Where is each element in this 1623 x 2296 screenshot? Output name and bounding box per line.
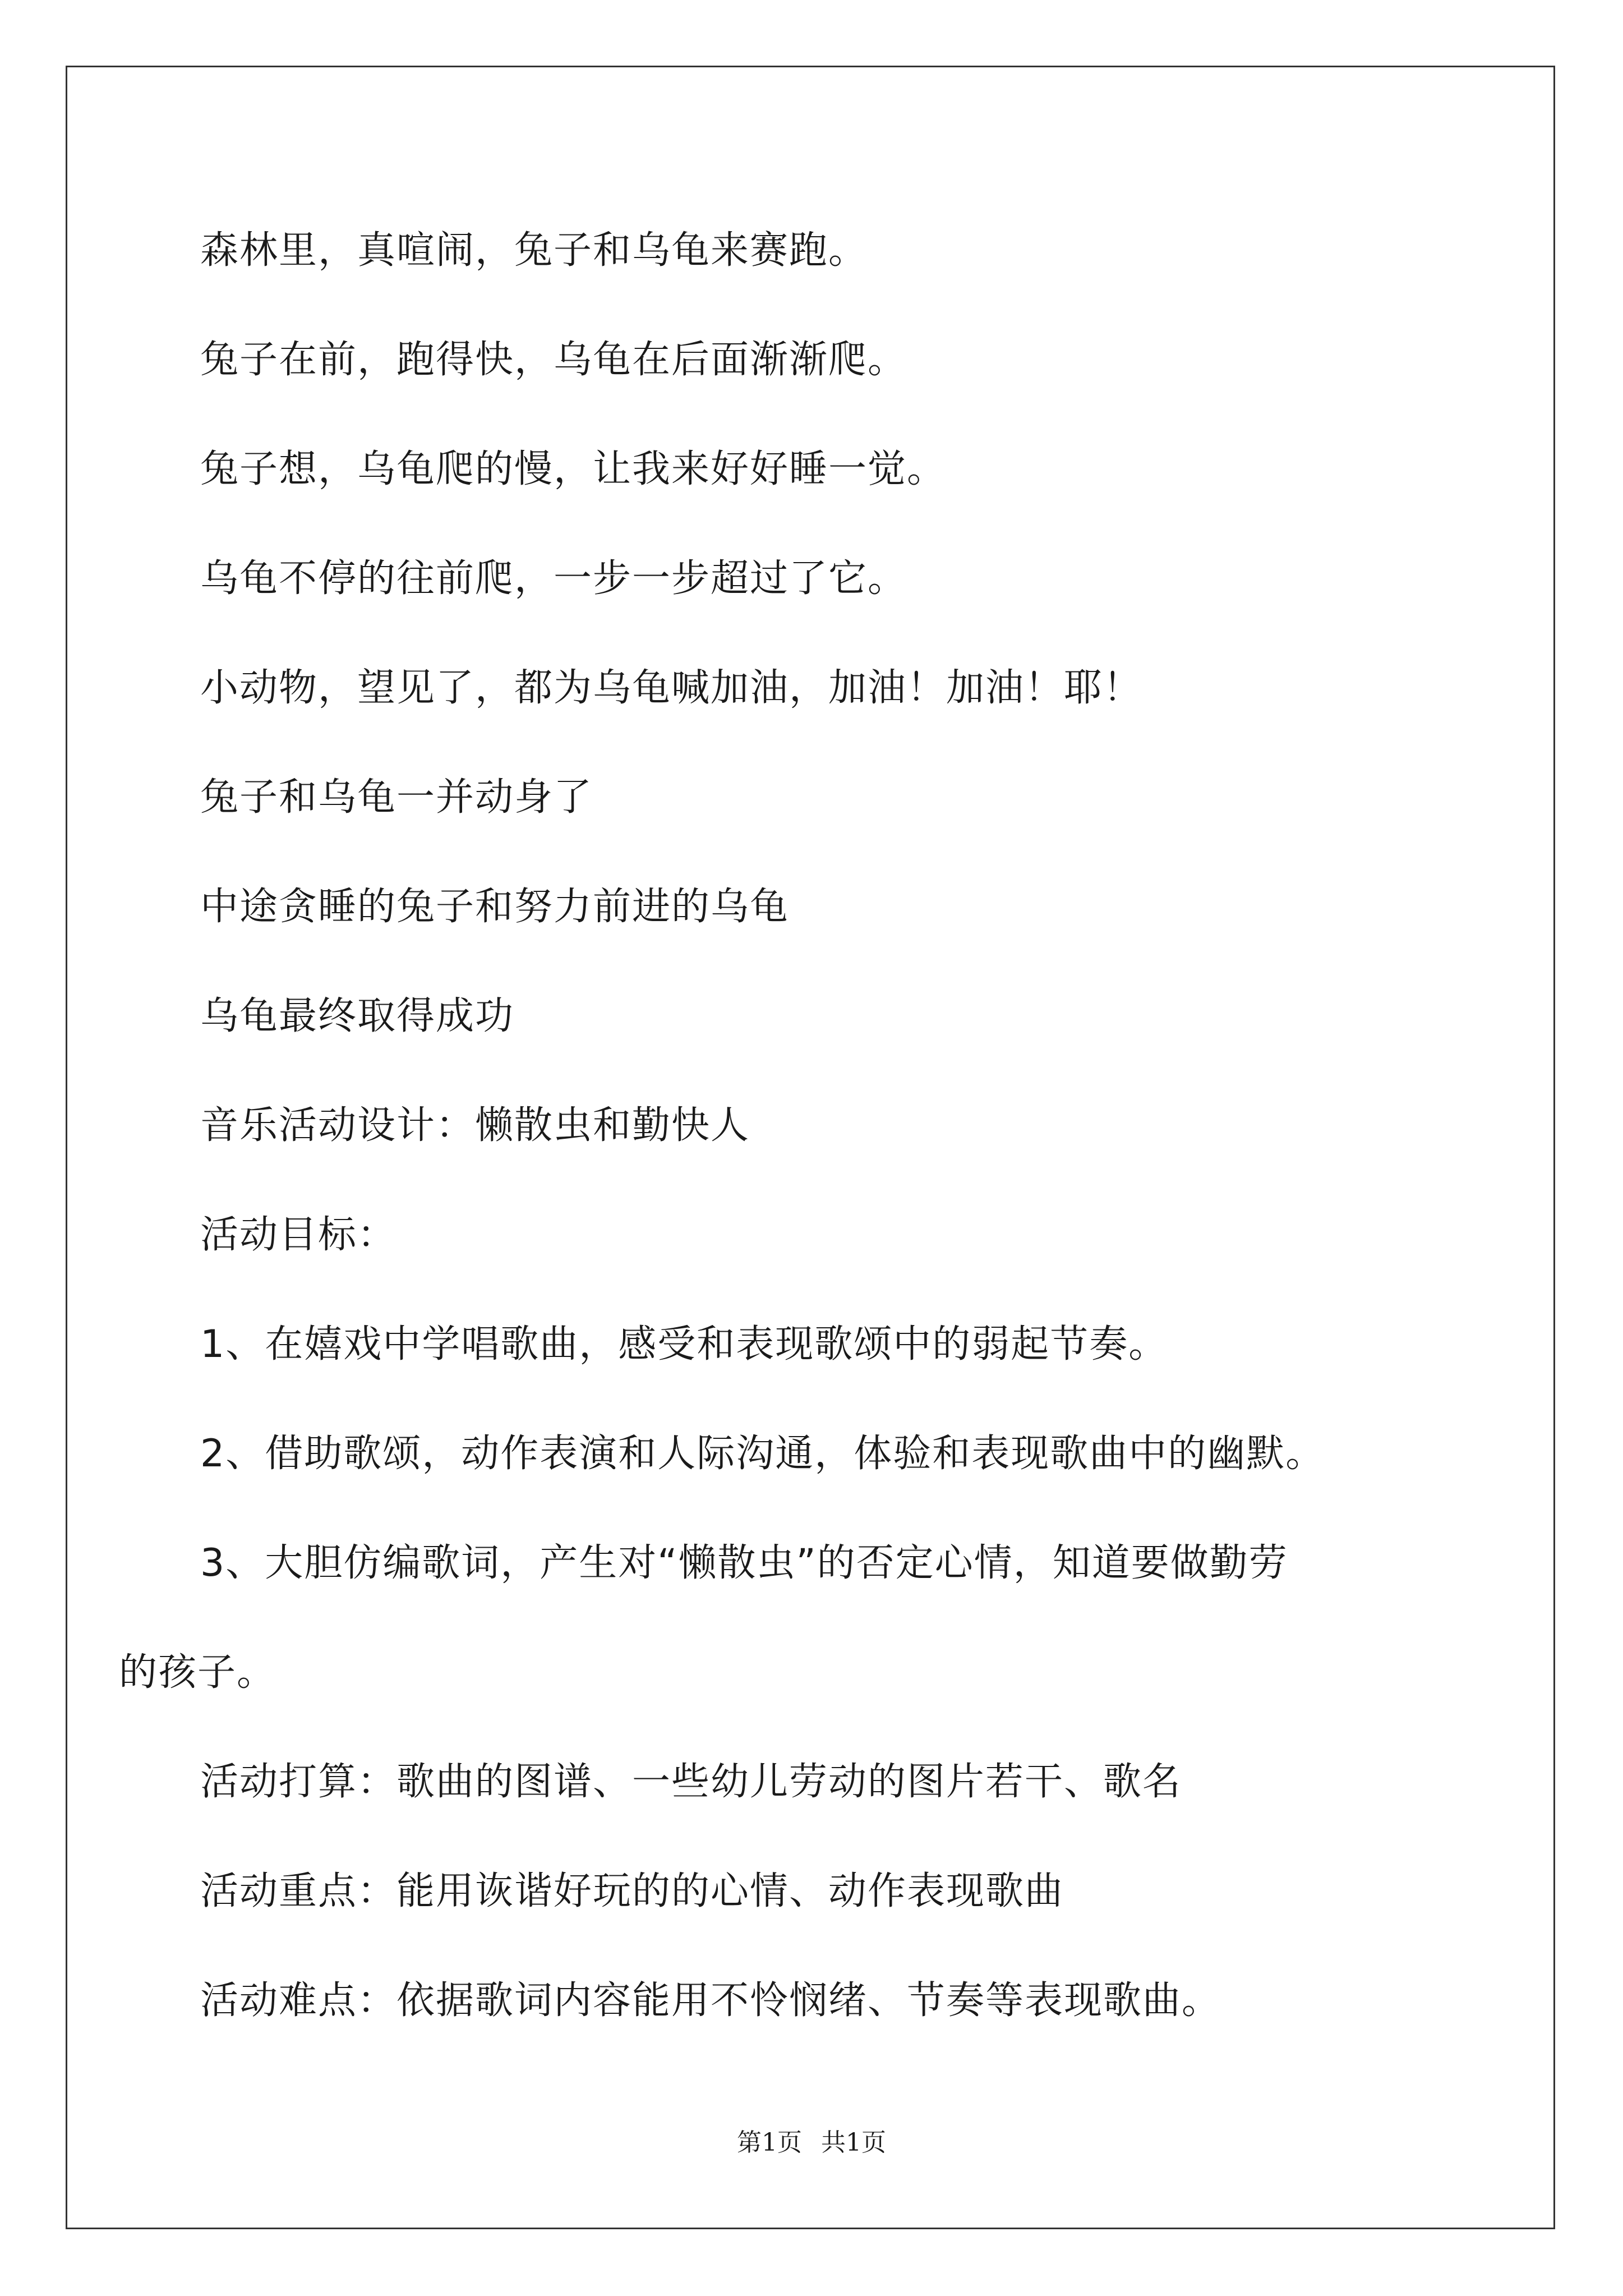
list-item-continuation: 的孩子。 (119, 1650, 276, 1695)
list-item: 1、在嬉戏中学唱歌曲，感受和表现歌颂中的弱起节奏。 (200, 1322, 1168, 1366)
section-heading: 活动目标： (200, 1213, 397, 1257)
paragraph: 乌龟不停的往前爬，一步一步超过了它。 (200, 556, 907, 601)
list-item: 3、大胆仿编歌词，产生对“懒散虫”的否定心情，知道要做勤劳 (200, 1541, 1288, 1585)
paragraph: 活动打算：歌曲的图谱、一些幼儿劳动的图片若干、歌名 (200, 1760, 1182, 1804)
paragraph: 乌龟最终取得成功 (200, 994, 515, 1038)
paragraph: 兔子和乌龟一并动身了 (200, 775, 593, 820)
paragraph: 中途贪睡的兔子和努力前进的乌龟 (200, 885, 790, 929)
list-item: 2、借助歌颂，动作表演和人际沟通，体验和表现歌曲中的幽默。 (200, 1432, 1325, 1476)
paragraph: 活动难点：依据歌词内容能用不怜悯绪、节奏等表现歌曲。 (200, 1978, 1221, 2023)
paragraph: 小动物，望见了，都为乌龟喊加油，加油！加油！耶！ (200, 666, 1143, 710)
page-footer (0, 2127, 1623, 2159)
paragraph: 兔子想，乌龟爬的慢，让我来好好睡一觉。 (200, 447, 947, 491)
paragraph: 兔子在前，跑得快，乌龟在后面渐渐爬。 (200, 338, 907, 382)
page-number: 第1页 (737, 2128, 802, 2157)
paragraph: 森林里，真喧闹，兔子和乌龟来赛跑。 (200, 228, 868, 273)
page-total: 共1页 (821, 2128, 886, 2157)
section-title: 音乐活动设计：懒散虫和勤快人 (200, 1103, 750, 1148)
paragraph: 活动重点：能用诙谐好玩的的心情、动作表现歌曲 (200, 1869, 1064, 1913)
